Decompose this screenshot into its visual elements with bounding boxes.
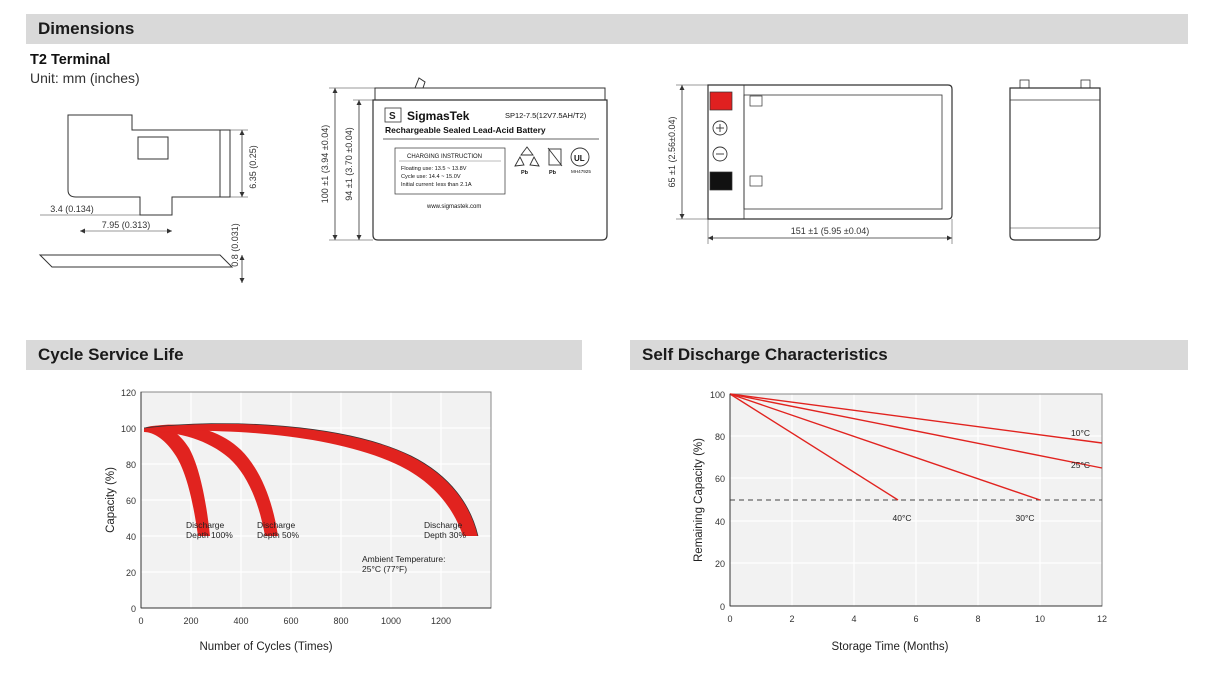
label-model: SP12-7.5(12V7.5AH/T2) (505, 111, 587, 120)
self-xtick-6: 6 (913, 614, 919, 624)
dim-terminal-height: 6.35 (0.25) (248, 145, 258, 189)
unit-note: Unit: mm (inches) (30, 70, 140, 86)
svg-text:UL: UL (574, 154, 585, 163)
dim-terminal-width: 7.95 (0.313) (101, 220, 151, 230)
cycle-xlabel: Number of Cycles (Times) (199, 641, 333, 653)
battery-side-view (990, 60, 1140, 260)
cycle-xtick-0: 0 (138, 616, 144, 626)
cycle-xtick-400: 400 (233, 616, 249, 626)
self-xtick-12: 12 (1096, 614, 1108, 624)
cycle-ytick-60: 60 (125, 496, 136, 506)
self-ytick-60: 60 (714, 474, 725, 484)
cycle-ytick-40: 40 (125, 532, 136, 542)
self-ytick-0: 0 (719, 602, 725, 612)
charging-line-1: Floating use: 13.5 ~ 13.8V (401, 166, 467, 172)
series-label-10c: 10°C (1071, 428, 1090, 438)
side-terminal-2 (1081, 80, 1090, 88)
cycle-ylabel: Capacity (%) (105, 467, 117, 533)
cycle-xtick-1000: 1000 (380, 616, 402, 626)
annot-discharge-50-line2: Depth 50% (257, 530, 300, 540)
dim-top-length: 151 ±1 (5.95 ±0.04) (790, 226, 870, 236)
series-label-25c: 25°C (1071, 460, 1090, 470)
section-header-cycle-service-life (26, 340, 582, 370)
dim-front-total-height: 100 ±1 (3.94 ±0.04) (320, 124, 330, 204)
battery-top-view (660, 60, 960, 260)
cycle-service-life-chart (26, 378, 582, 678)
annot-discharge-50-line1: Discharge (257, 520, 296, 530)
self-discharge-chart (630, 378, 1188, 678)
self-ylabel: Remaining Capacity (%) (693, 438, 705, 562)
unit-block (30, 52, 140, 86)
cycle-xtick-200: 200 (183, 616, 199, 626)
side-terminal-1 (1020, 80, 1029, 88)
self-xtick-10: 10 (1034, 614, 1046, 624)
terminal-title: T2 Terminal (30, 52, 111, 68)
cycle-xtick-800: 800 (333, 616, 349, 626)
self-ytick-20: 20 (714, 559, 725, 569)
charging-title: CHARGING INSTRUCTION (407, 154, 482, 160)
annot-discharge-30-line1: Discharge (424, 520, 463, 530)
self-ytick-80: 80 (714, 432, 725, 442)
dim-front-container-height: 94 ±1 (3.70 ±0.04) (344, 127, 354, 201)
cycle-ytick-120: 120 (120, 388, 136, 398)
cycle-ytick-0: 0 (130, 604, 136, 614)
self-ytick-40: 40 (714, 517, 725, 527)
charging-line-2: Cycle use: 14.4 ~ 15.0V (401, 174, 461, 180)
self-ytick-100: 100 (709, 390, 725, 400)
section-title-self-discharge: Self Discharge Characteristics (642, 345, 888, 364)
pb-mark-2: Pb (549, 170, 557, 176)
cycle-xtick-1200: 1200 (430, 616, 452, 626)
cycle-ytick-20: 20 (125, 568, 136, 578)
section-header-dimensions (26, 14, 1188, 44)
section-title-dimensions: Dimensions (38, 19, 135, 38)
label-subtitle: Rechargeable Sealed Lead-Acid Battery (385, 125, 546, 135)
section-title-cycle: Cycle Service Life (38, 345, 184, 364)
terminal-drawing (20, 95, 280, 305)
dim-top-width: 65 ±1 (2.56±0.04) (667, 116, 677, 188)
section-header-self-discharge (630, 340, 1188, 370)
series-label-40c: 40°C (892, 513, 912, 523)
pb-mark-1: Pb (521, 170, 529, 176)
annot-discharge-100-line1: Discharge (186, 520, 225, 530)
battery-front-view (315, 60, 665, 260)
negative-terminal (710, 172, 732, 190)
dim-terminal-depth: 3.4 (0.134) (50, 204, 94, 214)
cycle-ytick-100: 100 (120, 424, 136, 434)
label-brand: SigmasTek (407, 109, 470, 123)
ul-file-number: MH47925 (571, 169, 591, 174)
dim-terminal-thickness: 0.8 (0.031) (230, 223, 240, 267)
annot-discharge-100-line2: Depth 100% (186, 530, 233, 540)
cycle-ytick-80: 80 (125, 460, 136, 470)
self-xtick-2: 2 (789, 614, 795, 624)
self-xtick-0: 0 (727, 614, 733, 624)
annot-ambient-line2: 25°C (77°F) (362, 564, 408, 574)
self-xtick-8: 8 (975, 614, 981, 624)
self-xtick-4: 4 (851, 614, 857, 624)
positive-terminal (710, 92, 732, 110)
annot-discharge-30-line2: Depth 30% (424, 530, 467, 540)
label-website: www.sigmastek.com (427, 204, 482, 210)
annot-ambient-line1: Ambient Temperature: (362, 554, 446, 564)
cycle-xtick-600: 600 (283, 616, 299, 626)
self-xlabel: Storage Time (Months) (831, 641, 949, 653)
series-label-30c: 30°C (1015, 513, 1035, 523)
svg-text:S: S (389, 111, 396, 122)
charging-line-3: Initial current: less than 2.1A (401, 182, 472, 188)
